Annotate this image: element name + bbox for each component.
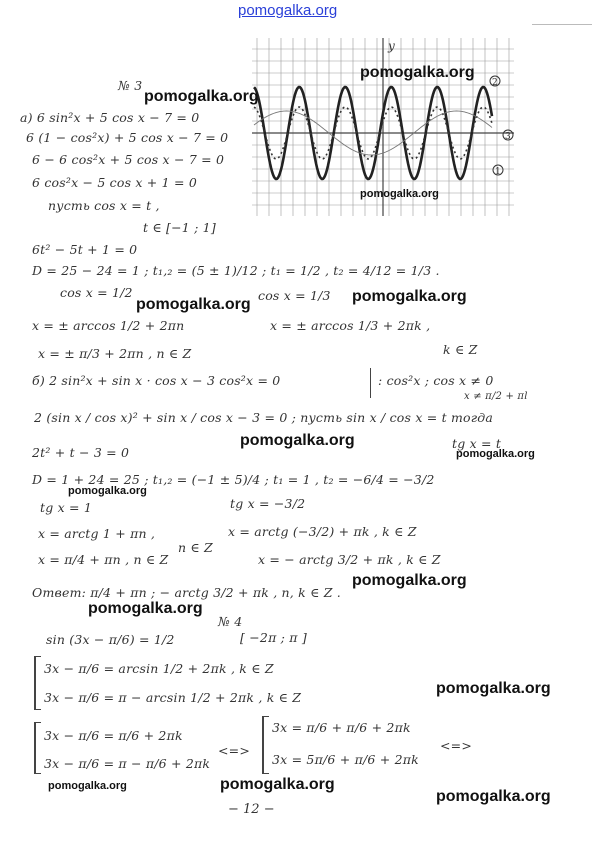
page-number: − 12 − <box>228 802 275 817</box>
watermark: pomogalka.org <box>456 448 535 460</box>
equation-line: x = ± π/3 + 2πn , n ∈ Z <box>38 346 192 361</box>
watermark: pomogalka.org <box>436 788 551 805</box>
equation-line: cos x = 1/3 <box>258 288 331 303</box>
equation-line: 6 − 6 cos²x + 5 cos x − 7 = 0 <box>32 152 225 167</box>
equation-line: 6 (1 − cos²x) + 5 cos x − 7 = 0 <box>26 130 229 145</box>
equation-line: 6 cos²x − 5 cos x + 1 = 0 <box>32 175 197 190</box>
equation-line: 3x − π/6 = π − π/6 + 2πk <box>44 756 211 771</box>
equation-line: cos x = 1/2 <box>60 285 133 300</box>
equation-line: tg x = 1 <box>40 500 93 515</box>
watermark: pomogalka.org <box>360 64 475 81</box>
graph-marker: 1 <box>495 167 501 177</box>
equation-line: D = 1 + 24 = 25 ; t₁,₂ = (−1 ± 5)/4 ; t₁ = 1 , t₂ = −6/4 = −3/2 <box>32 472 435 487</box>
watermark: pomogalka.org <box>220 776 335 793</box>
graph-marker: 3 <box>505 132 511 142</box>
equation-line: а) 6 sin²x + 5 cos x − 7 = 0 <box>20 110 200 125</box>
equation-line: 3x − π/6 = arcsin 1/2 + 2πk , k ∈ Z <box>44 661 274 676</box>
equivalence-arrow: <=> <box>218 743 251 758</box>
watermark: pomogalka.org <box>136 296 251 313</box>
equation-line: 3x − π/6 = π − arcsin 1/2 + 2πk , k ∈ Z <box>44 690 302 705</box>
equation-line: 3x = 5π/6 + π/6 + 2πk <box>272 752 419 767</box>
task-number: № 3 <box>118 78 143 93</box>
watermark: pomogalka.org <box>48 780 127 792</box>
equation-line: tg x = t <box>452 436 502 451</box>
equation-line: n ∈ Z <box>178 540 213 555</box>
system-bracket <box>34 722 41 774</box>
equation-line: sin (3x − π/6) = 1/2 <box>46 632 175 647</box>
equation-line: x = π/4 + πn , n ∈ Z <box>38 552 169 567</box>
watermark: pomogalka.org <box>88 600 203 617</box>
watermark: pomogalka.org <box>352 288 467 305</box>
equation-line: 2t² + t − 3 = 0 <box>32 445 130 460</box>
equation-line: D = 25 − 24 = 1 ; t₁,₂ = (5 ± 1)/12 ; t₁ = 1/2 , t₂ = 4/12 = 1/3 . <box>32 263 440 278</box>
equation-line: x ≠ π/2 + πl <box>464 391 528 402</box>
top-divider <box>532 24 592 25</box>
watermark: pomogalka.org <box>352 572 467 589</box>
equivalence-arrow: <=> <box>440 738 473 753</box>
graph-y-label: y <box>388 39 395 53</box>
equation-line: 3x = π/6 + π/6 + 2πk <box>272 720 411 735</box>
equation-line: : cos²x ; cos x ≠ 0 <box>378 373 494 388</box>
equation-line: x = arctg (−3/2) + πk , k ∈ Z <box>228 524 417 539</box>
equation-line: [ −2π ; π ] <box>240 630 307 645</box>
system-bracket <box>34 656 41 710</box>
watermark: pomogalka.org <box>68 485 147 497</box>
watermark: pomogalka.org <box>144 88 259 105</box>
equation-line: t ∈ [−1 ; 1] <box>143 220 216 235</box>
answer-line: Ответ: π/4 + πn ; − arctg 3/2 + πk , n, k ∈ Z . <box>32 585 341 600</box>
equation-line: tg x = −3/2 <box>230 496 306 511</box>
watermark: pomogalka.org <box>360 188 439 200</box>
site-header-link[interactable]: pomogalka.org <box>238 2 338 19</box>
equation-line: пусть cos x = t , <box>48 198 160 213</box>
equation-line: б) 2 sin²x + sin x · cos x − 3 cos²x = 0 <box>32 373 281 388</box>
watermark: pomogalka.org <box>436 680 551 697</box>
equation-line: 2 (sin x / cos x)² + sin x / cos x − 3 = 0 ; пусть sin x / cos x = t тогда <box>34 410 494 425</box>
graph-marker: 2 <box>492 78 498 88</box>
watermark: pomogalka.org <box>240 432 355 449</box>
equation-line: x = arctg 1 + πn , <box>38 526 156 541</box>
equation-line: x = ± arccos 1/3 + 2πk , <box>270 318 431 333</box>
equation-line: x = − arctg 3/2 + πk , k ∈ Z <box>258 552 441 567</box>
equation-line: k ∈ Z <box>443 342 478 357</box>
equation-line: 6t² − 5t + 1 = 0 <box>32 242 138 257</box>
equation-line: x = ± arccos 1/2 + 2πn <box>32 318 185 333</box>
task-number: № 4 <box>218 614 243 629</box>
equation-line: 3x − π/6 = π/6 + 2πk <box>44 728 183 743</box>
system-bracket <box>262 716 269 774</box>
divider-bar <box>370 368 371 398</box>
